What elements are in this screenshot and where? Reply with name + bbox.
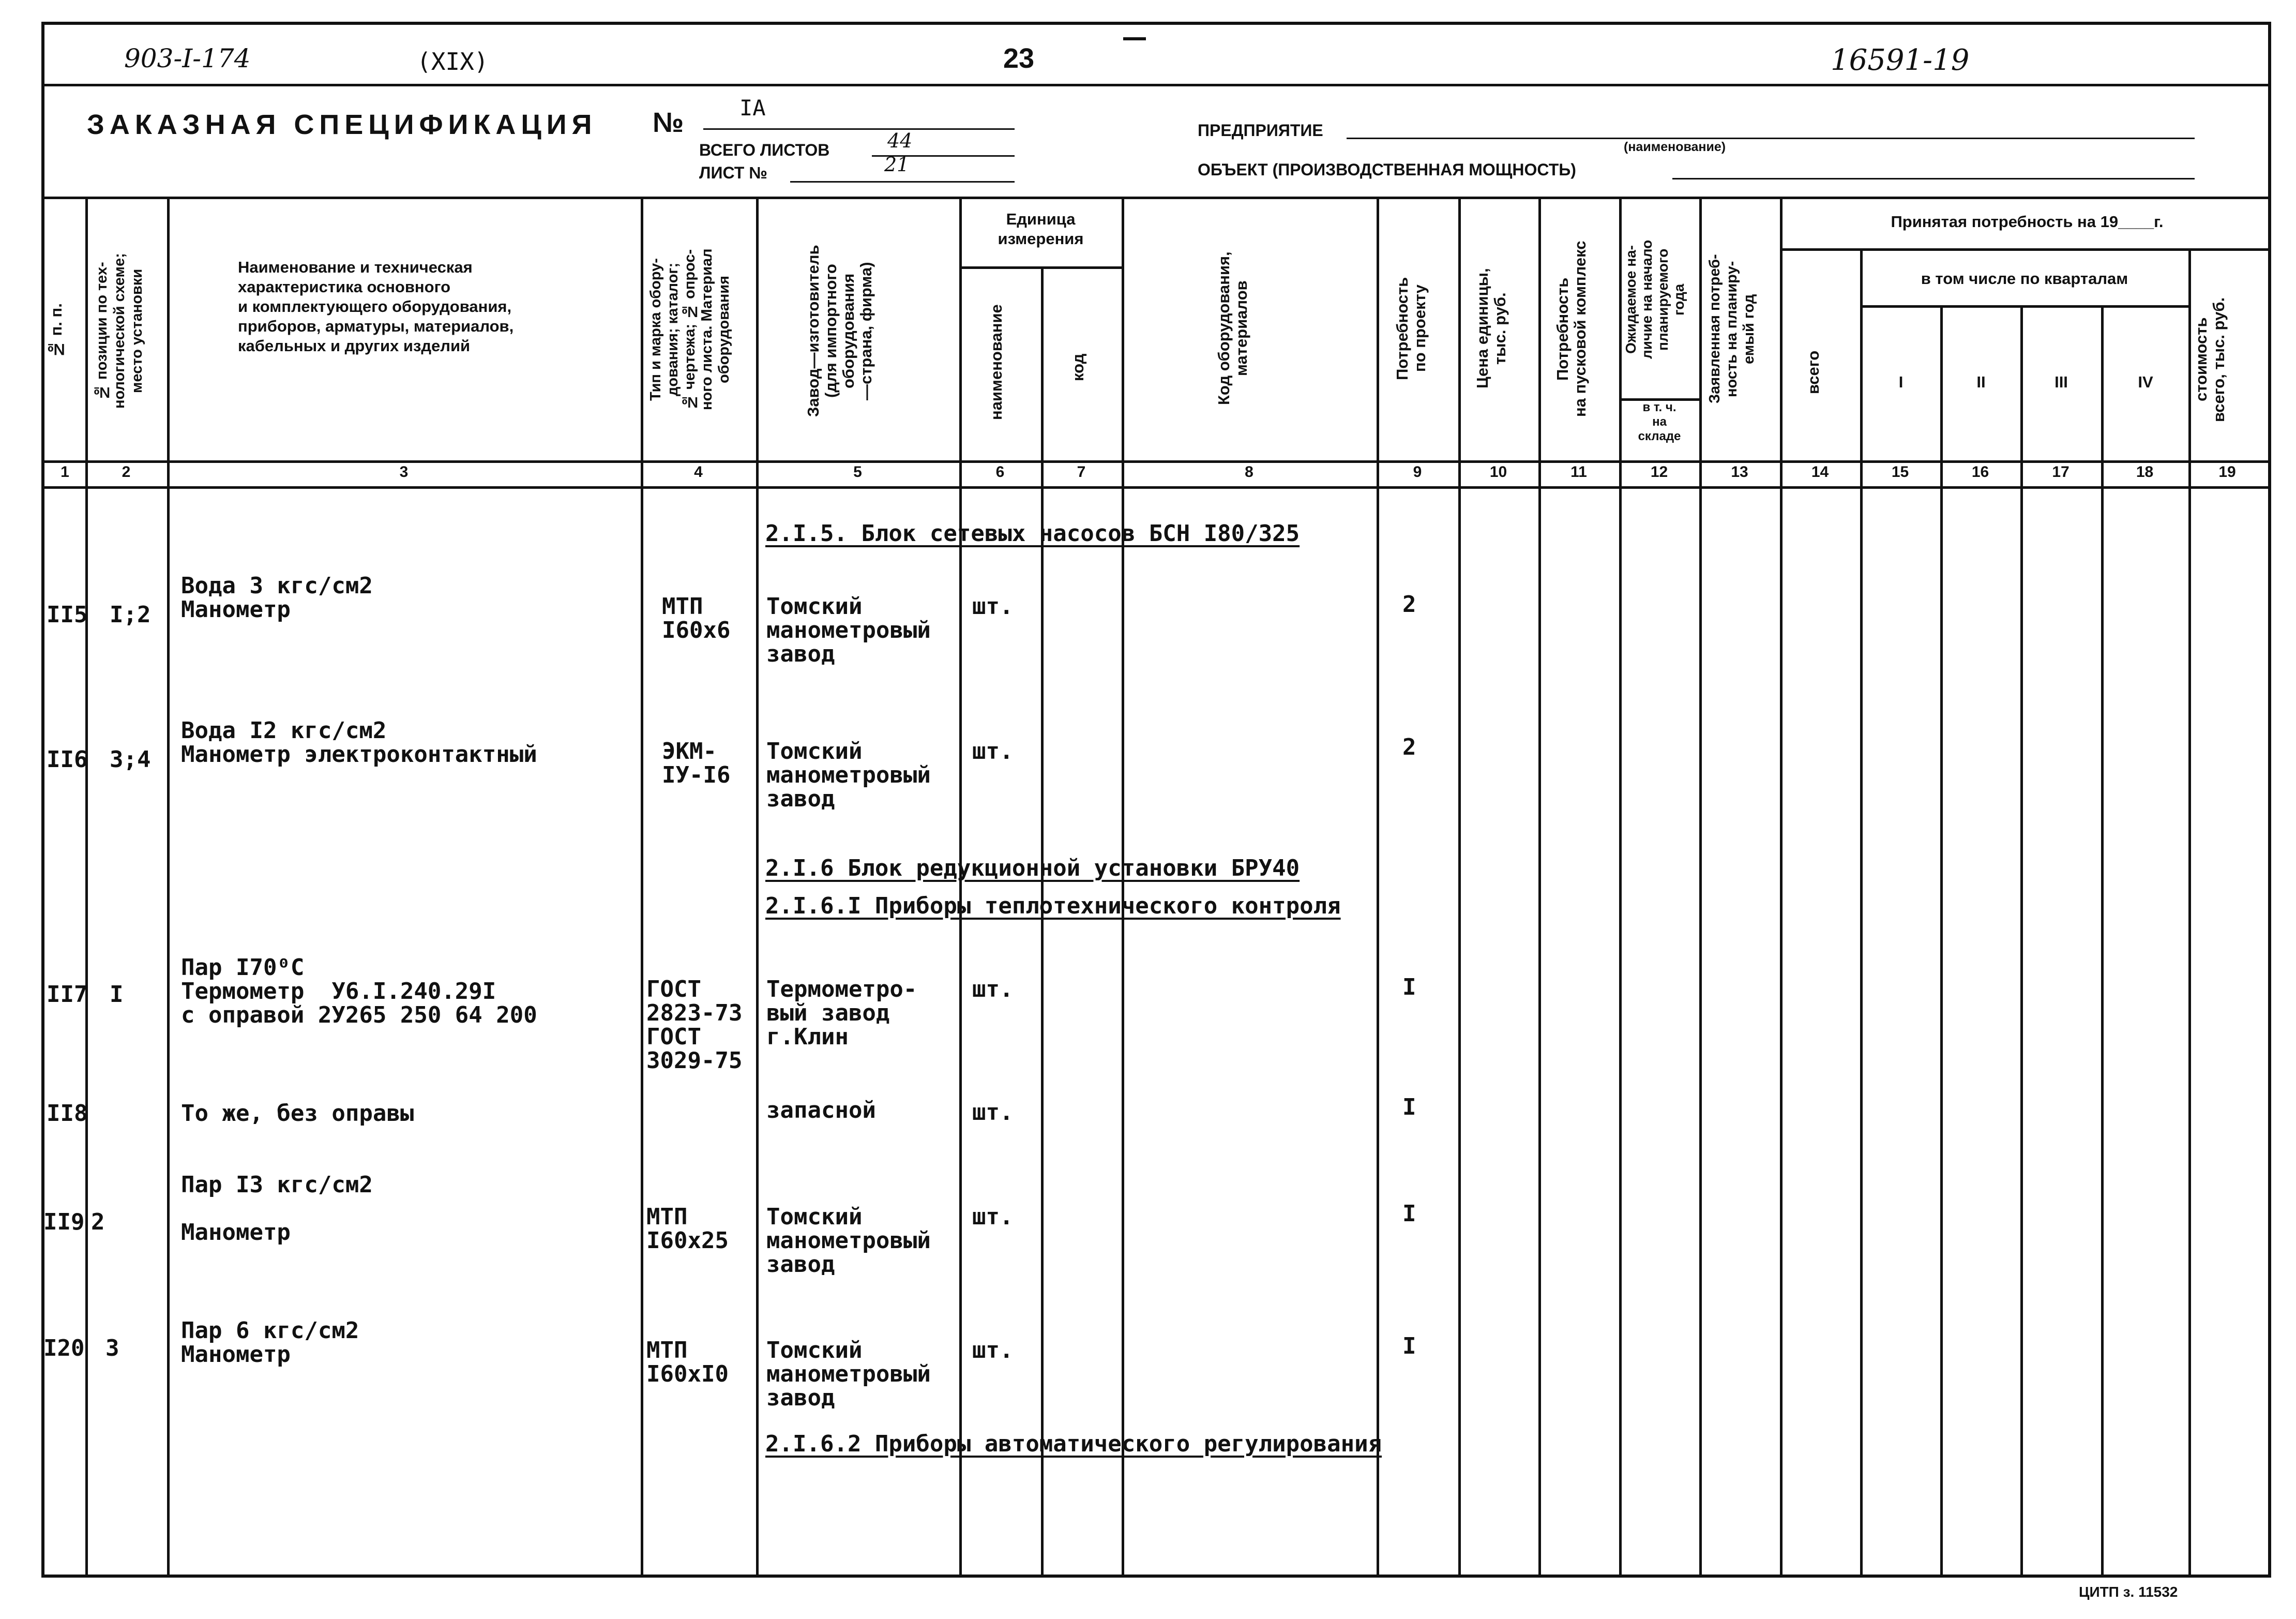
col-line [1458,197,1461,1578]
unit-group-divider [959,266,1122,269]
title-band-divider [41,197,2271,199]
accepted-group-divider [1780,248,2271,251]
col-number: 13 [1731,463,1748,481]
row-maker: Термометро- вый завод г.Клин [766,976,917,1050]
object-underline [1672,178,2195,179]
col-header-7: код [1069,353,1087,381]
col-number: 12 [1650,463,1668,481]
row-position: 2 [91,1209,105,1235]
col-line [1377,197,1379,1578]
col-line [1538,197,1541,1578]
sheet-value: 21 [884,153,910,176]
row-name: Пар 6 кгс/см2 Манометр [181,1317,359,1368]
row-type: ГОСТ 2823-73 ГОСТ 3029-75 [646,976,743,1074]
row-name: Пар I70⁰С Термометр У6.I.240.29I с оправой 2У265 250 64 200 [181,954,537,1028]
unit-group-header: Единица измерения [998,210,1084,248]
row-unit: шт. [972,1204,1014,1230]
form-frame [41,22,2271,1578]
col-line [641,197,643,1578]
row-name: Вода 3 кгс/см2 Манометр [181,573,373,623]
col-header-11: Потребность на пусковой комплекс [1553,241,1589,417]
col-number: 18 [2136,463,2154,481]
section-heading: 2.I.6.I Приборы теплотехнического контроля [765,893,1341,919]
album-number: (XIX) [417,48,489,76]
row-number: II9 [43,1209,85,1235]
section-heading: 2.I.6 Блок редукционной установки БРУ40 [765,855,1300,881]
col-number: 3 [399,463,409,481]
row-maker: Томский манометровый завод [766,593,931,667]
object-label: ОБЪЕКТ (ПРОИЗВОДСТВЕННАЯ МОЩНОСТЬ) [1198,160,1576,179]
row-position: I;2 [110,602,151,628]
total-sheets-value: 44 [887,129,913,152]
row-type: МТП I60x25 [646,1204,729,1254]
col-line [1940,305,1943,1578]
col-header-2: № позиции по тех- нологической схеме; место установки [94,253,145,409]
row-type: МТП I60x6 [662,593,731,643]
row-qty: I [1402,974,1416,1000]
quarter-2: II [1976,373,1986,391]
section-heading: 2.I.6.2 Приборы автоматического регулирования [765,1431,1382,1457]
col-header-9: Потребность по проекту [1393,277,1429,380]
row-position: 3 [105,1335,119,1361]
col-header-13: Заявленная потреб- ность на планиру- емый год [1706,254,1757,404]
col-number: 4 [694,463,703,481]
spec-number-underline [703,128,1015,130]
row-qty: I [1402,1333,1416,1359]
col-header-6: наименование [987,304,1005,420]
section-heading: 2.I.5. Блок сетевых насосов БСН I80/325 [765,520,1300,547]
spec-number-value: IA [739,95,766,121]
col-line [85,197,88,1578]
row-position: I [110,981,124,1008]
accepted-header: Принятая потребность на 19____г. [1891,213,2164,231]
row-name: То же, без оправы [181,1100,414,1127]
sheet-label: ЛИСТ № [699,163,767,182]
col-header-3: Наименование и техническая характеристика основного и комплектующего оборудования, приборов, арматуры, материалов, кабельных и других изделий [238,258,514,355]
col-line [2101,305,2104,1578]
row-maker: запасной [766,1097,876,1123]
col-line [167,197,170,1578]
enterprise-underline [1347,138,2195,139]
col-header-12: Ожидаемое на- личие на начало планируемого года [1623,239,1687,359]
col-line [1860,248,1863,1578]
inventory-number: 16591-19 [1831,43,1970,77]
col-header-12-sub: в т. ч. на складе [1638,400,1681,443]
col-line [959,197,962,1578]
col-line [1780,197,1783,1578]
col-header-14: всего [1804,350,1822,395]
quarters-header: в том числе по кварталам [1921,269,2128,288]
name-hint: (наименование) [1624,140,1726,154]
col-number: 6 [995,463,1005,481]
top-band-divider [41,84,2271,86]
col-header-8: Код оборудования, материалов [1215,251,1250,406]
row-unit: шт. [972,1099,1014,1126]
col-number: 11 [1570,463,1587,481]
row-number: II6 [47,746,88,773]
column-numbers-divider [41,486,2271,489]
row-qty: I [1402,1094,1416,1120]
row-unit: шт. [972,738,1014,764]
col-number: 15 [1891,463,1909,481]
col-header-1: № п. п. [47,303,65,359]
col-line [2020,305,2023,1578]
col-header-19: стоимость всего, тыс. руб. [2192,297,2228,422]
row-number: II5 [47,602,88,628]
row-type: МТП I60xI0 [646,1337,729,1387]
col-number: 8 [1245,463,1253,481]
row-qty: 2 [1402,734,1416,760]
page-number: 23 [1003,43,1035,74]
row-number: I20 [43,1335,85,1361]
row-name: Пар I3 кгс/см2 Манометр [181,1172,373,1246]
quarter-4: IV [2138,373,2153,391]
col-header-4: Тип и марка обору- дования; каталог; № чертежа; № опрос- ного листа. Материал оборудования [647,248,732,411]
col-header-10: Цена единицы, тыс. руб. [1473,268,1509,389]
doc-code: 903-I-174 [124,43,251,73]
col-number: 19 [2218,463,2236,481]
col-number: 1 [61,463,69,481]
col-line [1699,197,1702,1578]
col-line [756,197,759,1578]
row-position: 3;4 [110,746,151,773]
row-number: II7 [47,981,88,1008]
header-divider [41,460,2271,463]
row-maker: Томский манометровый завод [766,1337,931,1411]
enterprise-label: ПРЕДПРИЯТИЕ [1198,121,1323,140]
sheet-underline [790,181,1015,183]
col-number: 10 [1489,463,1507,481]
col-number: 9 [1413,463,1422,481]
row-type: ЭКМ- IУ-I6 [662,738,731,788]
row-number: II8 [47,1100,88,1127]
row-qty: I [1402,1201,1416,1227]
col-number: 17 [2052,463,2070,481]
row-unit: шт. [972,593,1014,620]
row-name: Вода I2 кгс/см2 Манометр электроконтактный [181,717,537,768]
col-number: 2 [122,463,131,481]
col-line [1122,197,1124,1578]
col-line [2188,248,2191,1578]
quarter-1: I [1898,373,1904,391]
row-qty: 2 [1402,591,1416,618]
col-number: 5 [853,463,862,481]
col-number: 16 [1971,463,1989,481]
row-unit: шт. [972,1337,1014,1363]
quarter-3: III [2055,373,2068,391]
col-header-5: Завод—изготовитель (для импортного оборудования —страна, фирма) [804,245,875,417]
col-number: 14 [1811,463,1829,481]
row-maker: Томский манометровый завод [766,738,931,812]
quarters-divider [1860,305,2188,308]
col-number: 7 [1077,463,1086,481]
footer-stamp: ЦИТП з. 11532 [2079,1584,2178,1600]
row-unit: шт. [972,976,1014,1002]
row-maker: Томский манометровый завод [766,1204,931,1278]
spec-title: ЗАКАЗНАЯ СПЕЦИФИКАЦИЯ [87,109,597,140]
total-sheets-label: ВСЕГО ЛИСТОВ [699,141,830,159]
spec-number-sign: № [653,107,684,138]
